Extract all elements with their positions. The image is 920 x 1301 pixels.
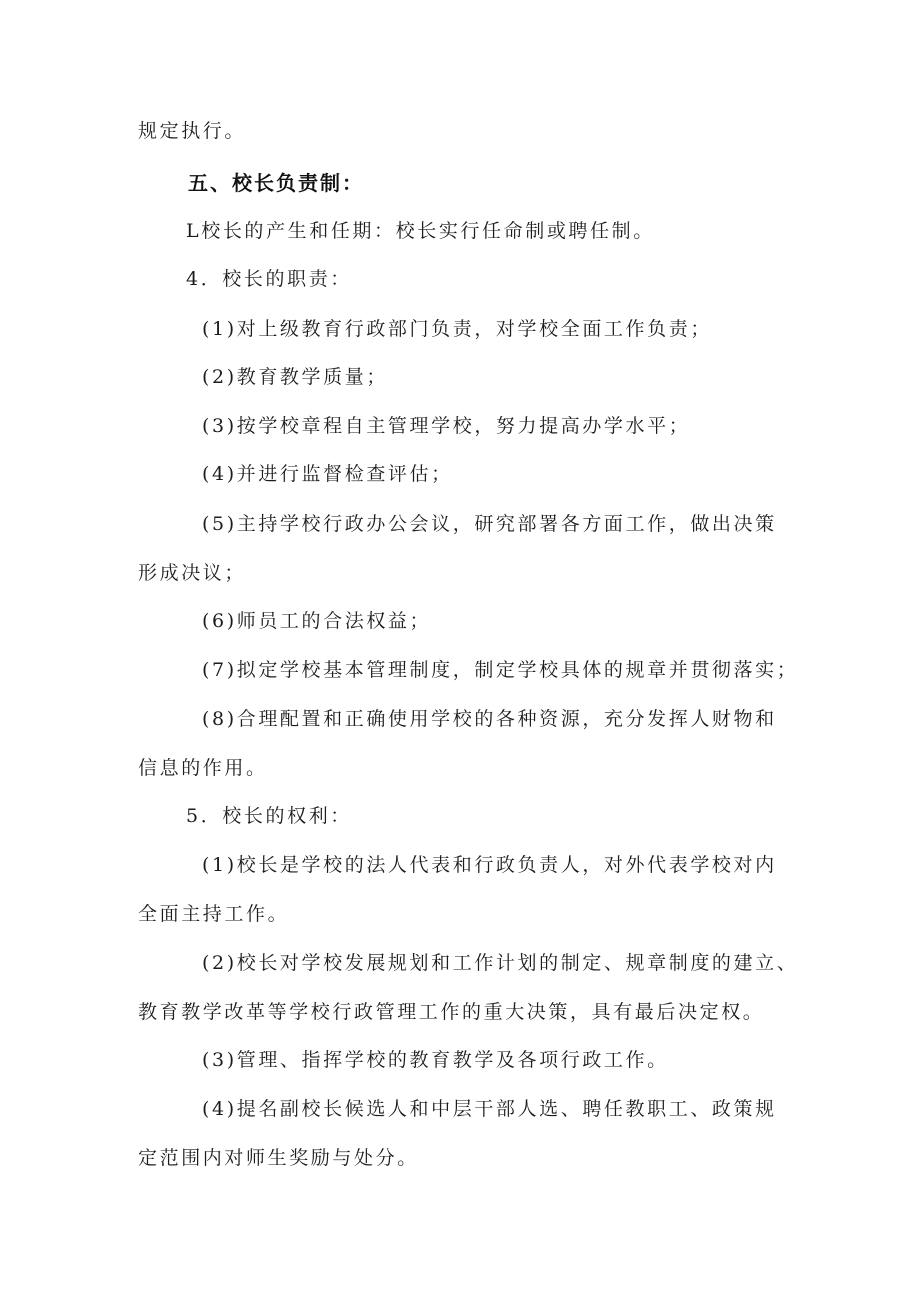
list-item: (7)拟定学校基本管理制度，制定学校具体的规章并贯彻落实； [202,659,799,681]
text-line: L校长的产生和任期：校长实行任命制或聘任制。 [186,220,655,242]
list-item: (8)合理配置和正确使用学校的各种资源，充分发挥人财物和 [202,708,777,730]
list-item: (3)管理、指挥学校的教育教学及各项行政工作。 [202,1049,669,1071]
list-item-continuation: 形成决议； [138,562,247,584]
list-item: (3)按学校章程自主管理学校，努力提高办学水平； [202,415,691,437]
text-line: 规定执行。 [138,120,247,142]
list-item: (4)提名副校长候选人和中层干部人选、聘任教职工、政策规 [202,1098,777,1120]
list-item: (2)教育教学质量； [202,366,388,388]
list-item-continuation: 教育教学改革等学校行政管理工作的重大决策，具有最后决定权。 [138,1001,765,1023]
list-item: (2)校长对学校发展规划和工作计划的制定、规章制度的建立、 [202,952,799,974]
list-item-continuation: 全面主持工作。 [138,903,290,925]
list-item-continuation: 定范围内对师生奖励与处分。 [138,1147,419,1169]
section-heading: 五、校长负责制： [188,171,364,195]
list-item: (6)师员工的合法权益； [202,610,432,632]
list-item-continuation: 信息的作用。 [138,757,268,779]
list-item: (1)对上级教育行政部门负责，对学校全面工作负责； [202,318,712,340]
subsection-heading: 4．校长的职责： [186,268,352,290]
subsection-heading: 5．校长的权利： [186,805,352,827]
list-item: (4)并进行监督检查评估； [202,463,453,485]
list-item: (5)主持学校行政办公会议，研究部署各方面工作，做出决策 [202,513,777,535]
list-item: (1)校长是学校的法人代表和行政负责人，对外代表学校对内 [202,854,777,876]
